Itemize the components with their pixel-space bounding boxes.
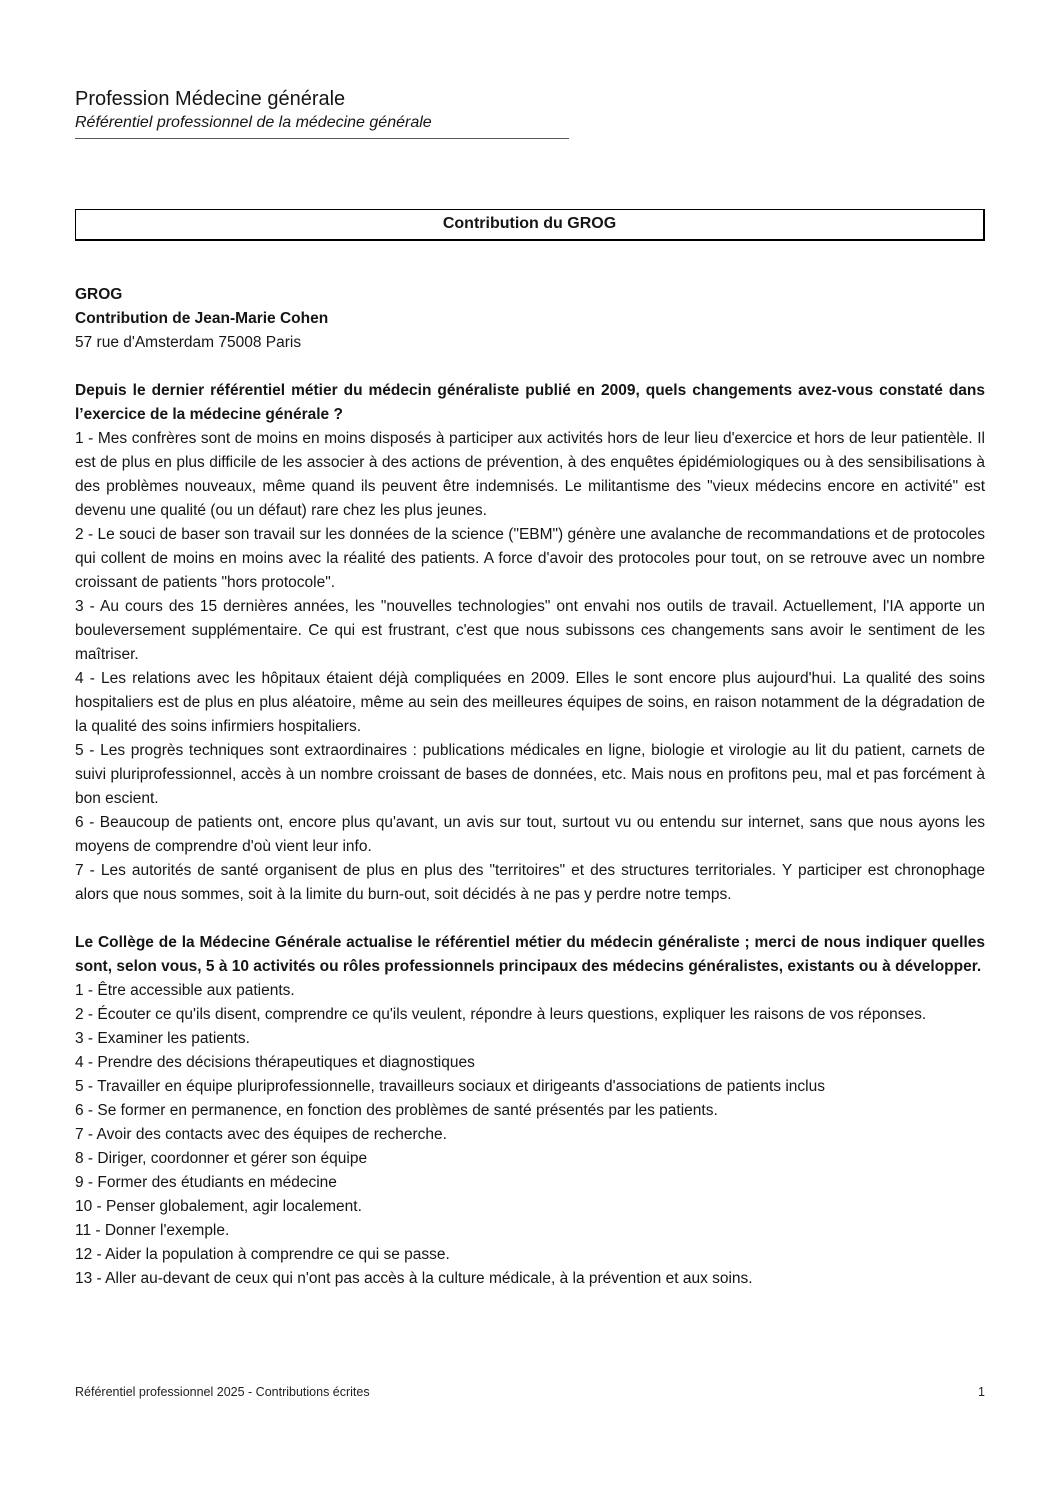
- activity-item: 4 - Prendre des décisions thérapeutiques et diagnostiques: [75, 1054, 475, 1071]
- document-title: Profession Médecine générale: [75, 88, 346, 110]
- contributor-name: Contribution de Jean-Marie Cohen: [75, 310, 329, 327]
- answer-paragraph: 6 - Beaucoup de patients ont, encore plus qu'avant, un avis sur tout, surtout vu ou entendu sur internet, sans que nous ayons les moyens de comprendre d'où vient leur info.: [75, 814, 985, 855]
- activity-item: 8 - Diriger, coordonner et gérer son équipe: [75, 1150, 368, 1167]
- activity-item: 2 - Écouter ce qu'ils disent, comprendre ce qu'ils veulent, répondre à leurs questions, expliquer les raisons de vos réponses.: [75, 1006, 927, 1023]
- answer-paragraph: 4 - Les relations avec les hôpitaux étaient déjà compliquées en 2009. Elles le sont encore plus aujourd'hui. La qualité des soins hospitaliers est de plus en plus aléatoire, même au sein des meilleures équipes de soins, en raison notamment de la dégradation de la qualité des soins infirmiers hospitaliers.: [75, 670, 985, 735]
- answer-paragraph: 7 - Les autorités de santé organisent de plus en plus des "territoires" et des structures territoriales. Y participer est chronophage alors que nous sommes, soit à la limite du burn-out, soit décidés à ne pas y perdre notre temps.: [75, 862, 985, 903]
- activity-item: 1 - Être accessible aux patients.: [75, 982, 295, 999]
- document-subtitle: Référentiel professionnel de la médecine générale: [75, 114, 432, 131]
- contribution-title: Contribution du GROG: [442, 215, 617, 232]
- answer-paragraph: 5 - Les progrès techniques sont extraordinaires : publications médicales en ligne, biologie et virologie au lit du patient, carnets de suivi pluriprofessionnel, accès à un nombre croissant de bases de données, etc. Mais nous en profitons peu, mal et pas forcément à bon escient.: [75, 742, 985, 807]
- contributor-org: GROG: [75, 286, 123, 303]
- question-activities: Le Collège de la Médecine Générale actualise le référentiel métier du médecin généraliste ; merci de nous indiquer quelles sont, selon vous, 5 à 10 activités ou rôles professionnels principaux des médecins généralistes, existants ou à développer.: [75, 934, 985, 975]
- contributor-block: [75, 283, 985, 355]
- footer-text: Référentiel professionnel 2025 - Contributions écrites: [75, 1385, 370, 1399]
- page-footer: [75, 1384, 985, 1401]
- answer-paragraph: 1 - Mes confrères sont de moins en moins disposés à participer aux activités hors de leur lieu d'exercice et hors de leur patientèle. Il est de plus en plus difficile de les associer à des actions de prévention, à des enquêtes épidémiologiques ou à des sensibilisations à des problèmes nouveaux, même quand ils peuvent être indemnisés. Le militantisme des "vieux médecins encore en activité" est devenu une qualité (ou un défaut) rare chez les plus jeunes.: [75, 430, 985, 519]
- document-header: [75, 0, 985, 139]
- activity-item: 12 - Aider la population à comprendre ce qui se passe.: [75, 1246, 450, 1263]
- section-changes: [75, 379, 985, 907]
- activity-item: 7 - Avoir des contacts avec des équipes de recherche.: [75, 1126, 447, 1143]
- document-subtitle-rule: [75, 112, 569, 139]
- contributor-address: 57 rue d'Amsterdam 75008 Paris: [75, 334, 302, 351]
- contribution-title-box: [75, 209, 985, 241]
- page-number: 1: [978, 1385, 985, 1399]
- answer-paragraph: 3 - Au cours des 15 dernières années, les "nouvelles technologies" ont envahi nos outils de travail. Actuellement, l'IA apporte un bouleversement supplémentaire. Ce qui est frustrant, c'est que nous subissons ces changements sans avoir le sentiment de les maîtriser.: [75, 598, 985, 663]
- activity-item: 10 - Penser globalement, agir localement.: [75, 1198, 362, 1215]
- activity-item: 13 - Aller au-devant de ceux qui n'ont pas accès à la culture médicale, à la prévention et aux soins.: [75, 1270, 753, 1287]
- activity-item: 11 - Donner l'exemple.: [75, 1222, 230, 1239]
- activity-item: 5 - Travailler en équipe pluriprofessionnelle, travailleurs sociaux et dirigeants d'associations de patients inclus: [75, 1078, 825, 1095]
- activity-item: 3 - Examiner les patients.: [75, 1030, 250, 1047]
- activity-item: 9 - Former des étudiants en médecine: [75, 1174, 337, 1191]
- section-activities: [75, 931, 985, 1291]
- activity-item: 6 - Se former en permanence, en fonction des problèmes de santé présentés par les patients.: [75, 1102, 718, 1119]
- question-changes: Depuis le dernier référentiel métier du médecin généraliste publié en 2009, quels changements avez-vous constaté dans l’exercice de la médecine générale ?: [75, 382, 985, 423]
- answer-paragraph: 2 - Le souci de baser son travail sur les données de la science ("EBM") génère une avalanche de recommandations et de protocoles qui collent de moins en moins avec la réalité des patients. A force d'avoir des protocoles pour tout, on se retrouve avec un nombre croissant de patients "hors protocole".: [75, 526, 985, 591]
